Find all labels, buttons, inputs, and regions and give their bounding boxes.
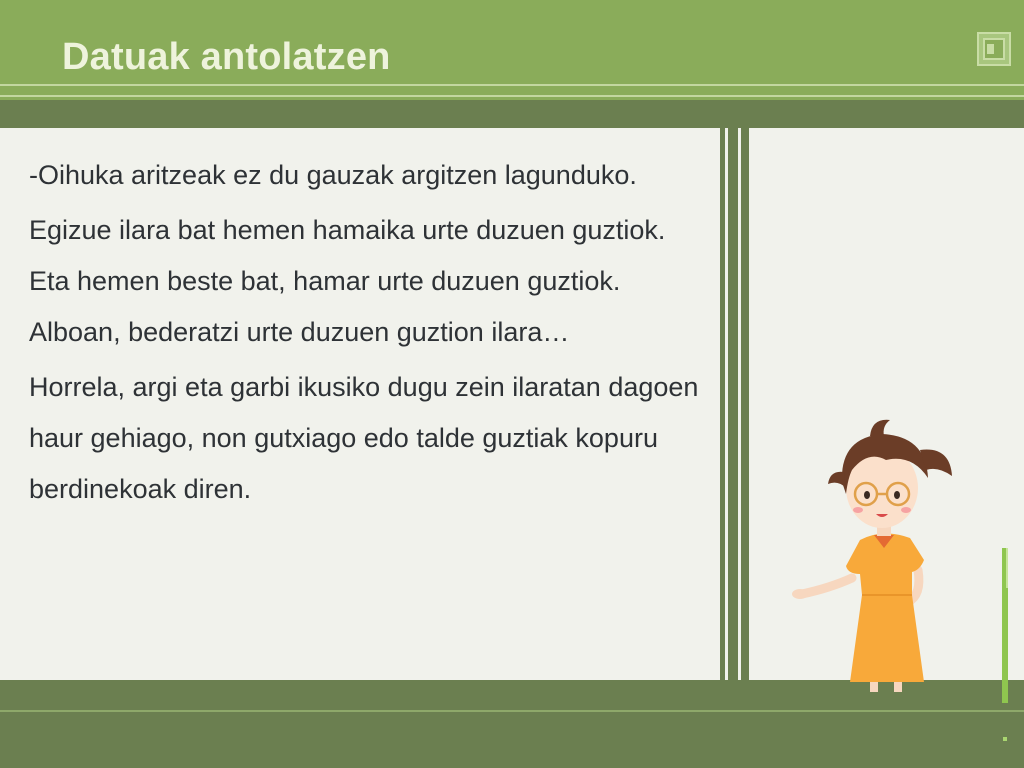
square-frame-icon [977, 32, 1011, 66]
panel-divider-gap [725, 128, 728, 680]
corner-dot [1003, 737, 1007, 741]
paragraph-3: Horrela, argi eta garbi ikusiko dugu zein ilaratan dagoen haur gehiago, non gutxiago edo talde guztiak kopuru berdinekoak diren. [29, 372, 699, 504]
body-text [29, 150, 709, 519]
bottom-band-line [0, 710, 1024, 712]
top-band [0, 100, 1024, 128]
header-divider [0, 84, 1024, 86]
header-divider [0, 95, 1024, 97]
side-accent-highlight [1006, 548, 1008, 588]
panel-divider-gap [738, 128, 741, 680]
paragraph-1: -Oihuka aritzeak ez du gauzak argitzen lagunduko. [29, 160, 637, 190]
teacher-illustration [790, 410, 970, 700]
page-title: Datuak antolatzen [62, 36, 391, 78]
paragraph-2: Egizue ilara bat hemen hamaika urte duzuen guztiok. Eta hemen beste bat, hamar urte duzuen guztiok. Alboan, bederatzi urte duzuen guztion ilara… [29, 215, 666, 347]
